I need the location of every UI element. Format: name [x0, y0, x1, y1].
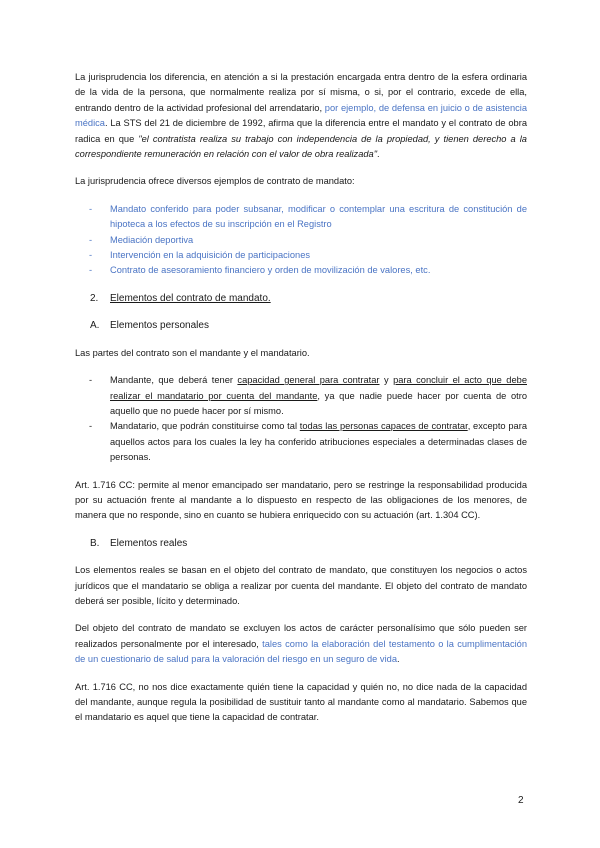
text-run: , ya que nadie puede hacer por cuenta de otro aquello que no puede hacer por sí mismo.: [110, 390, 527, 416]
text-run: Del objeto del contrato de mandato se excluyen los actos de carácter personalísimo que sólo pueden ser realizados personalmente por el interesado,: [75, 623, 527, 649]
dash-marker: -: [89, 203, 93, 214]
paragraph-distinction: [75, 70, 527, 162]
text-run: .: [397, 654, 400, 665]
dash-marker: -: [89, 421, 93, 432]
paragraph-exclusions: [75, 621, 527, 667]
underlined-text: capacidad general para contratar: [237, 375, 380, 386]
page-content: [75, 70, 527, 726]
paragraph-elementos-reales: Los elementos reales se basan en el objeto del contrato de mandato, que constituyen los negocios o actos jurídicos que el mandatario se obliga a realizar por cuenta del mandante. El objeto del contrato de mandato deberá ser posible, lícito y determinado.: [75, 565, 527, 606]
text-run: Mandante, que deberá tener: [110, 375, 238, 386]
examples-list: [75, 202, 527, 279]
text-run: , excepto para aquellos actos para los cuales la ley ha conferido atribuciones especiales a determinadas clases de personas.: [110, 421, 527, 463]
list-item-text: Mediación deportiva: [110, 234, 194, 245]
parties-list: [75, 373, 527, 465]
section-title: Elementos del contrato de mandato.: [110, 292, 271, 304]
paragraph-examples-intro: La jurisprudencia ofrece diversos ejemplos de contrato de mandato:: [75, 176, 355, 187]
page-number: 2: [518, 795, 524, 806]
dash-marker: -: [89, 265, 93, 276]
section-heading-2: [75, 291, 527, 306]
list-item-text: Intervención en la adquisición de participaciones: [110, 250, 311, 261]
highlighted-example: tales como la elaboración del testamento o la cumplimentación de un cuestionario de salud para la valoración del riesgo en un seguro de vida: [75, 638, 528, 665]
text-run: y: [379, 375, 394, 386]
section-title: Elementos personales: [110, 320, 209, 332]
list-item-text: Contrato de asesoramiento financiero y orden de movilización de valores, etc.: [110, 265, 431, 276]
quote-sts: "el contratista realiza su trabajo con independencia de la propiedad, y tienen derecho a la correspondiente remuneración en relación con el valor de obra realizada": [75, 133, 527, 160]
text-run: La jurisprudencia los diferencia, en atención a si la prestación encargada entra dentro de la esfera ordinaria de la vida de la persona, que normalmente realiza por sí misma, o si, por el contrario, excede de ella, entrando dentro de la actividad profesional del arrendatario,: [75, 72, 527, 113]
section-heading-a: [75, 318, 527, 333]
list-item-mandatario: [75, 419, 527, 465]
list-item: [75, 202, 527, 233]
section-number: 2.: [90, 292, 99, 304]
dash-marker: -: [89, 234, 93, 245]
list-item: [75, 263, 527, 278]
section-title: Elementos reales: [110, 537, 188, 549]
section-heading-b: [75, 536, 527, 551]
list-item-text: Mandato conferido para poder subsanar, modificar o contemplar una escritura de constitución de hipoteca a los efectos de su inscripción en el Registro: [110, 203, 527, 230]
list-item: [75, 248, 527, 263]
list-item-mandante: [75, 373, 527, 419]
highlighted-example: por ejemplo, de defensa en juicio o de asistencia médica: [75, 102, 527, 129]
dash-marker: -: [89, 250, 93, 261]
paragraph-art-1716-capacidad: Art. 1.716 CC, no nos dice exactamente quién tiene la capacidad y quién no, no dice nada de la capacidad del mandante, aunque regula la posibilidad de sustituir tanto al mandante como al mandatario. Sabemos que el mandatario es aquel que tiene la capacidad de contratar.: [75, 681, 527, 723]
section-number: A.: [90, 320, 100, 332]
underlined-text: todas las personas capaces de contratar: [299, 421, 468, 432]
text-run: .: [377, 149, 380, 160]
section-number: B.: [90, 537, 100, 549]
dash-marker: -: [89, 375, 93, 386]
paragraph-parties: Las partes del contrato son el mandante y el mandatario.: [75, 347, 310, 358]
text-run: . La STS del 21 de diciembre de 1992, afirma que la diferencia entre el mandato y el contrato de obra radica en que: [75, 118, 527, 144]
underlined-text: para concluir el acto que debe realizar el mandatario por cuenta del mandante: [110, 375, 527, 401]
list-item: [75, 233, 527, 248]
text-run: Mandatario, que podrán constituirse como tal: [110, 421, 300, 432]
paragraph-art-1716-emancipado: Art. 1.716 CC: permite al menor emancipado ser mandatario, pero se restringe la responsabilidad producida por su actuación frente al mandante a lo dispuesto en respecto de las obligaciones de los menores, de manera que no responde, sino en cuanto se hubiera enriquecido con su actuación (art. 1.304 CC).: [75, 479, 527, 521]
